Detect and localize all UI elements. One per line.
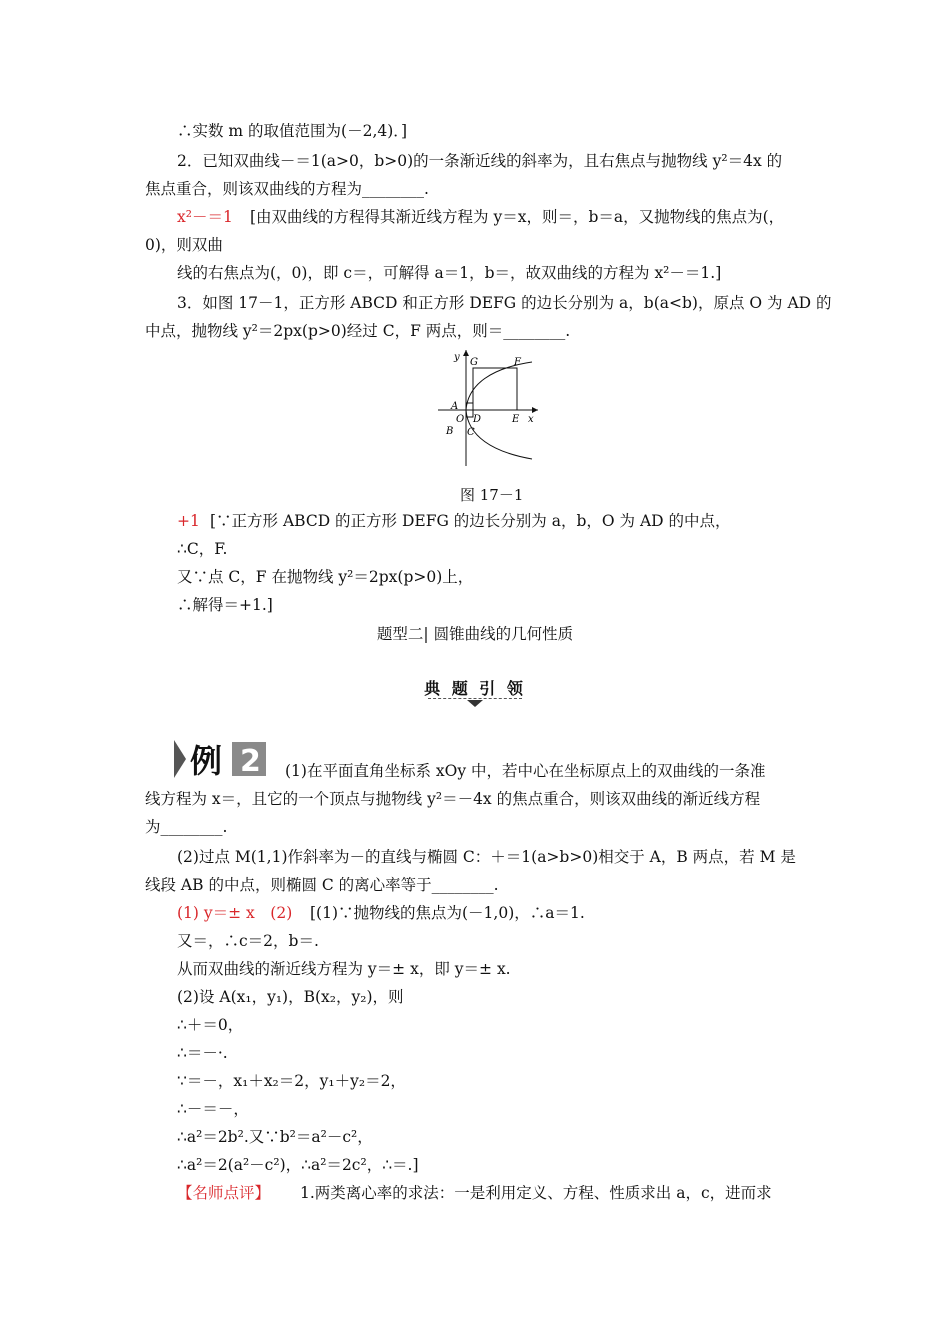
text-line: ∵＝－，x₁＋x₂＝2，y₁＋y₂＝2， (177, 1072, 406, 1090)
answer-text: (1) y＝± x (2) (177, 904, 293, 922)
label-o: O (456, 414, 465, 425)
figure-17-1 (432, 346, 542, 472)
label-y: y (454, 352, 460, 363)
text-line: (2)过点 M(1,1)作斜率为－的直线与椭圆 C：＋＝1(a>b>0)相交于 A，B 两点，若 M 是 (177, 848, 796, 866)
text-line: 又∵点 C，F 在抛物线 y²＝2px(p>0)上， (177, 568, 474, 586)
text-line: [∵正方形 ABCD 的正方形 DEFG 的边长分别为 a，b，O 为 AD 的中点， (210, 512, 731, 530)
example-badge (174, 738, 268, 780)
text-line: (2)设 A(x₁，y₁)，B(x₂，y₂)，则 (177, 988, 404, 1006)
text-line: ∴实数 m 的取值范围为(－2,4)．] (177, 122, 408, 140)
subtitle: 典 题 引 领 (424, 679, 526, 698)
figure-caption: 图 17－1 (460, 486, 524, 504)
label-f: F (514, 357, 521, 368)
text-line: 中点，抛物线 y²＝2px(p>0)经过 C，F 两点，则＝________. (145, 322, 571, 340)
label-a: A (451, 401, 459, 412)
text-line: ∴＝－·. (177, 1044, 228, 1062)
x-axis-arrow (532, 407, 538, 413)
text-line: 线方程为 x＝，且它的一个顶点与抛物线 y²＝－4x 的焦点重合，则该双曲线的渐近线方程 (145, 790, 761, 808)
square-defg (473, 368, 517, 410)
text-line: [由双曲线的方程得其渐近线方程为 y＝x，则＝，b＝a，又抛物线的焦点为(， (250, 208, 785, 226)
text-line: ∴－＝－， (177, 1100, 249, 1118)
badge-arrow-icon (174, 740, 186, 778)
text-line: 为________. (145, 818, 228, 836)
text-line: 0)，则双曲 (145, 236, 223, 254)
text-line: 3．如图 17－1，正方形 ABCD 和正方形 DEFG 的边长分别为 a，b(a<b)，原点 O 为 AD 的 (177, 294, 832, 312)
label-e: E (512, 414, 520, 425)
label-b: B (446, 426, 454, 437)
subtitle-arrow-icon (467, 700, 483, 707)
label-g: G (470, 357, 478, 368)
text-line: 线的右焦点为(，0)，即 c＝，可解得 a＝1，b＝，故双曲线的方程为 x²－＝1.] (177, 264, 722, 282)
text-line: 又＝，∴c＝2，b＝. (177, 932, 319, 950)
text-line: 线段 AB 的中点，则椭圆 C 的离心率等于________. (145, 876, 499, 894)
text-line: ∴a²＝2(a²－c²)，∴a²＝2c²，∴＝.] (177, 1156, 419, 1174)
teacher-comment-label: 【名师点评】 (177, 1184, 271, 1202)
text-line: 从而双曲线的渐近线方程为 y＝± x，即 y＝± x. (177, 960, 511, 978)
text-line: 焦点重合，则该双曲线的方程为________. (145, 180, 429, 198)
label-c: C (467, 427, 475, 438)
y-axis-arrow (463, 350, 469, 356)
label-x: x (528, 414, 534, 425)
section-title: 题型二| 圆锥曲线的几何性质 (376, 625, 574, 643)
answer-text: +1 (177, 512, 200, 530)
text-line: ∴C，F. (177, 540, 228, 558)
text-line: 2．已知双曲线－＝1(a>0，b>0)的一条渐近线的斜率为，且右焦点与抛物线 y²＝4x 的 (177, 152, 783, 170)
text-line: ∴解得＝+1.] (177, 596, 273, 614)
text-line: [(1)∵抛物线的焦点为(－1,0)，∴a＝1. (310, 904, 585, 922)
example-word: 例 (190, 742, 223, 780)
text-line: ∴＋＝0， (177, 1016, 244, 1034)
label-d: D (473, 414, 482, 425)
subtitle-divider (428, 698, 522, 699)
example-number: 2 (240, 744, 261, 779)
text-line: ∴a²＝2b².又∵b²＝a²－c²， (177, 1128, 373, 1146)
text-line: (1)在平面直角坐标系 xOy 中，若中心在坐标原点上的双曲线的一条准 (285, 762, 766, 780)
text-line: 1.两类离心率的求法：一是利用定义、方程、性质求出 a，c，进而求 (300, 1184, 772, 1202)
answer-text: x²－＝1 (177, 208, 233, 226)
